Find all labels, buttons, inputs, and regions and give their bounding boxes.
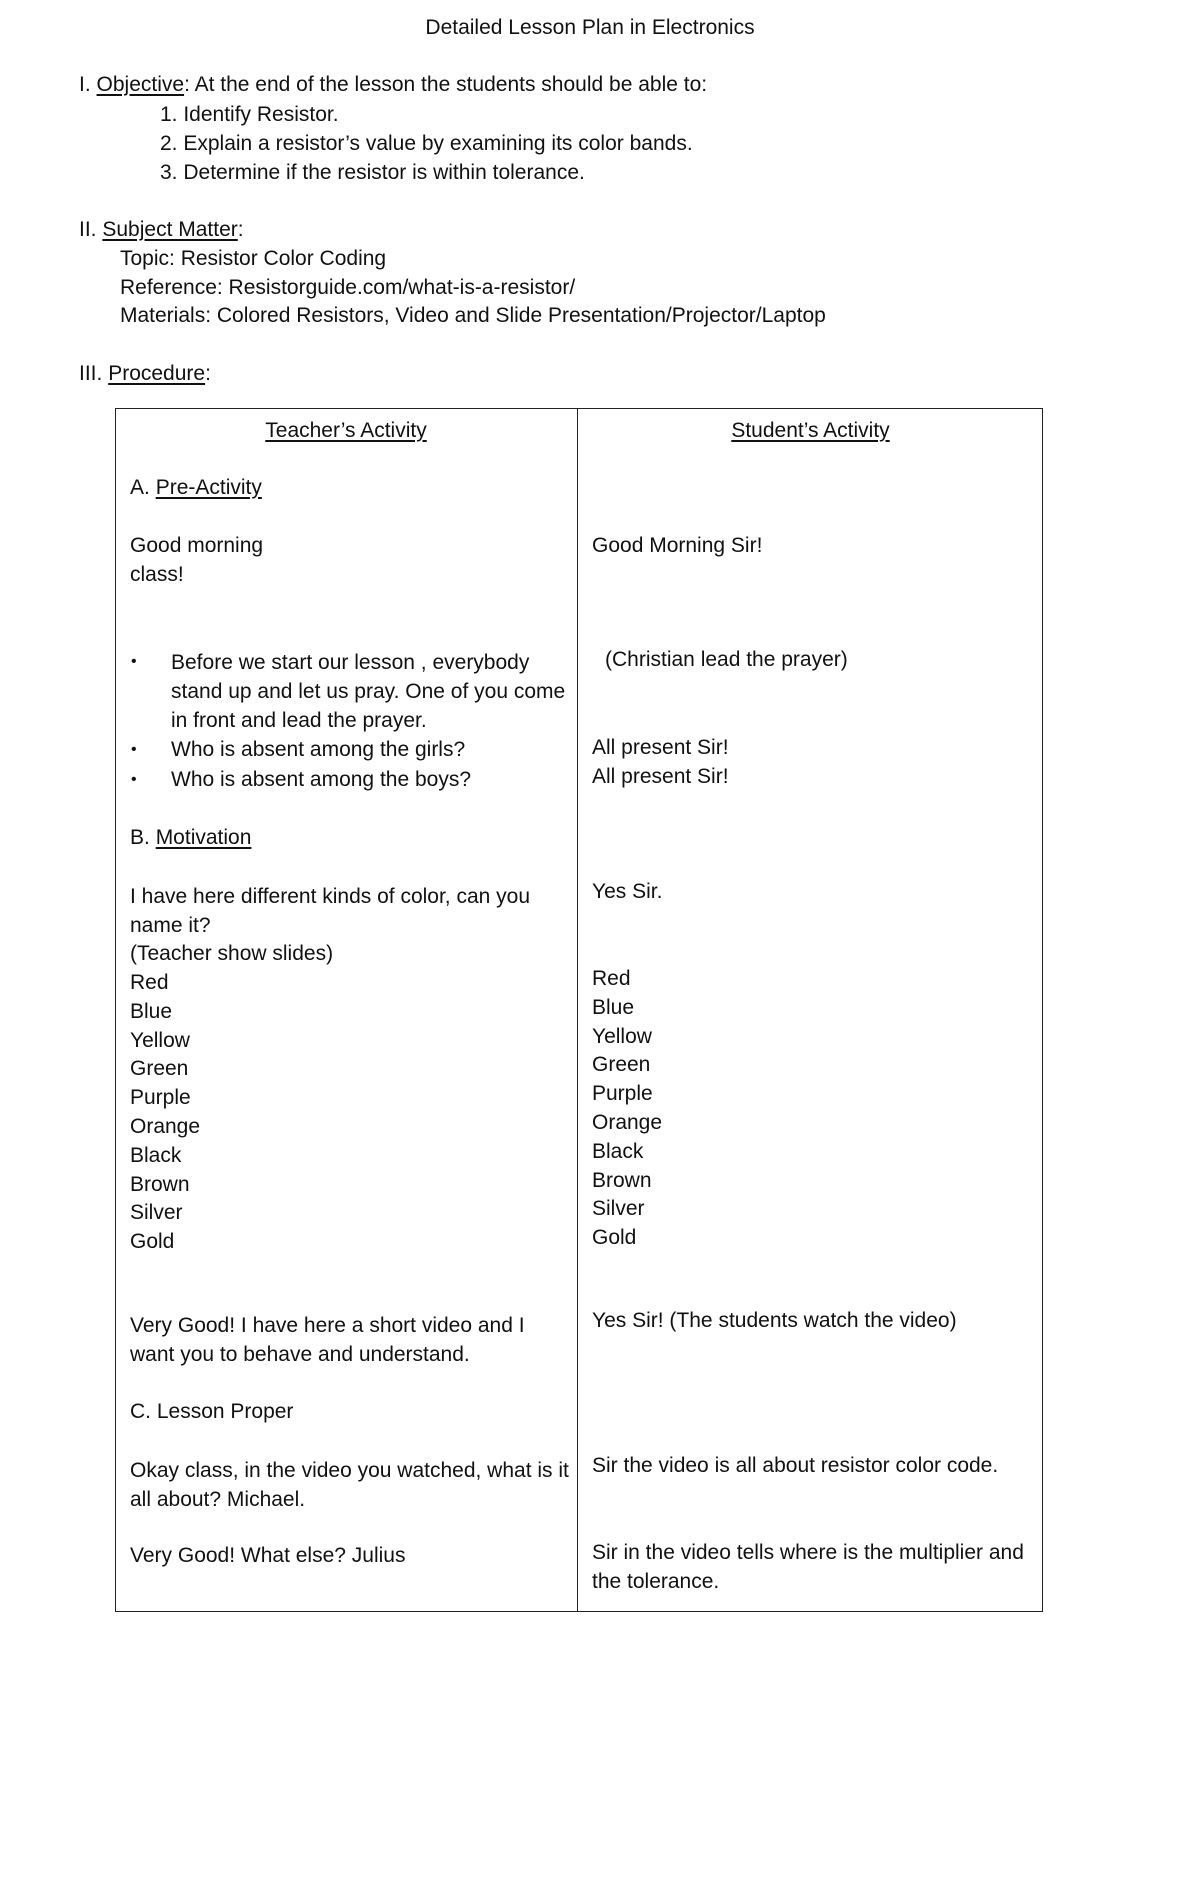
pre-activity-heading xyxy=(130,474,262,502)
student-activity-header: Student’s Activity xyxy=(731,419,890,442)
motivation-answer: Yes Sir. xyxy=(592,880,663,903)
topic-line: Topic: Resistor Color Coding xyxy=(120,247,387,270)
document-title: Detailed Lesson Plan in Electronics xyxy=(425,16,755,39)
bullet-marker: • xyxy=(131,771,137,788)
video-instruction: Very Good! I have here a short video and I want you to behave and understand. xyxy=(130,1314,525,1366)
video-response: Yes Sir! (The students watch the video) xyxy=(592,1309,957,1332)
lesson-proper-heading: C. Lesson Proper xyxy=(130,1400,294,1423)
teacher-color-item: Green xyxy=(130,1057,189,1081)
teacher-greeting-line1: Good morning xyxy=(130,534,264,557)
reference-line: Reference: Resistorguide.com/what-is-a-resistor/ xyxy=(120,276,576,299)
question-julius: Very Good! What else? Julius xyxy=(130,1544,406,1567)
objective-item: 3. Determine if the resistor is within tolerance. xyxy=(160,161,585,184)
attendance-girls-response: All present Sir! xyxy=(592,736,729,759)
student-color-item: Gold xyxy=(592,1226,637,1250)
student-color-list xyxy=(592,965,662,1253)
student-greeting: Good Morning Sir! xyxy=(592,534,763,557)
teacher-color-item: Black xyxy=(130,1143,182,1167)
student-color-item: Green xyxy=(592,1053,651,1077)
subject-matter-numeral: II. xyxy=(79,218,97,241)
teacher-color-item: Silver xyxy=(130,1201,183,1225)
absent-girls-question: Who is absent among the girls? xyxy=(171,738,466,761)
motivation-question: I have here different kinds of color, can you name it? xyxy=(130,885,531,937)
motivation-letter: B. xyxy=(130,826,150,849)
objective-item: 2. Explain a resistor’s value by examining its color bands. xyxy=(160,132,693,155)
teacher-color-item: Red xyxy=(130,971,169,994)
procedure-heading xyxy=(79,360,211,388)
prayer-instruction: Before we start our lesson , everybody stand up and let us pray. One of you come in front and lead the prayer. xyxy=(171,651,566,732)
student-color-item: Orange xyxy=(592,1110,663,1134)
teacher-show-slides: (Teacher show slides) xyxy=(130,942,334,965)
teacher-color-item: Blue xyxy=(130,999,173,1023)
student-color-item: Yellow xyxy=(592,1024,652,1048)
subject-matter-colon: : xyxy=(237,218,244,241)
teacher-color-list xyxy=(130,969,200,1257)
motivation-heading xyxy=(130,824,251,852)
answer-julius: Sir in the video tells where is the multiplier and the tolerance. xyxy=(592,1541,1024,1593)
answer-michael: Sir the video is all about resistor color code. xyxy=(592,1454,999,1477)
teacher-color-item: Brown xyxy=(130,1172,190,1196)
objective-heading xyxy=(79,71,707,99)
objective-intro: : At the end of the lesson the students should be able to: xyxy=(184,73,708,96)
bullet-marker: • xyxy=(131,653,137,670)
student-color-item: Silver xyxy=(592,1197,645,1221)
teacher-color-item: Gold xyxy=(130,1230,175,1254)
prayer-response: (Christian lead the prayer) xyxy=(605,648,848,671)
question-michael: Okay class, in the video you watched, what is it all about? Michael. xyxy=(130,1459,569,1511)
teacher-color-item: Yellow xyxy=(130,1028,190,1052)
student-color-item: Red xyxy=(592,967,631,990)
subject-matter-heading xyxy=(79,216,244,244)
materials-line: Materials: Colored Resistors, Video and Slide Presentation/Projector/Laptop xyxy=(120,304,826,327)
student-color-item: Blue xyxy=(592,995,635,1019)
teacher-greeting-line2: class! xyxy=(130,563,184,586)
motivation-label: Motivation xyxy=(155,826,252,849)
pre-activity-letter: A. xyxy=(130,476,150,499)
procedure-table xyxy=(115,408,1043,1612)
teacher-color-item: Purple xyxy=(130,1086,191,1110)
table-column-divider xyxy=(577,408,578,1612)
procedure-label: Procedure xyxy=(108,362,206,385)
pre-activity-label: Pre-Activity xyxy=(155,476,262,499)
subject-matter-label: Subject Matter xyxy=(102,218,238,241)
objective-label: Objective xyxy=(96,73,185,96)
student-color-item: Purple xyxy=(592,1082,653,1106)
student-color-item: Brown xyxy=(592,1168,652,1192)
teacher-activity-header: Teacher’s Activity xyxy=(265,419,427,442)
teacher-color-item: Orange xyxy=(130,1114,201,1138)
objective-numeral: I. xyxy=(79,73,91,96)
absent-boys-question: Who is absent among the boys? xyxy=(171,768,472,791)
student-color-item: Black xyxy=(592,1139,644,1163)
objective-item: 1. Identify Resistor. xyxy=(160,103,339,126)
procedure-colon: : xyxy=(205,362,211,385)
bullet-marker: • xyxy=(131,741,137,758)
procedure-numeral: III. xyxy=(79,362,103,385)
attendance-boys-response: All present Sir! xyxy=(592,765,729,788)
